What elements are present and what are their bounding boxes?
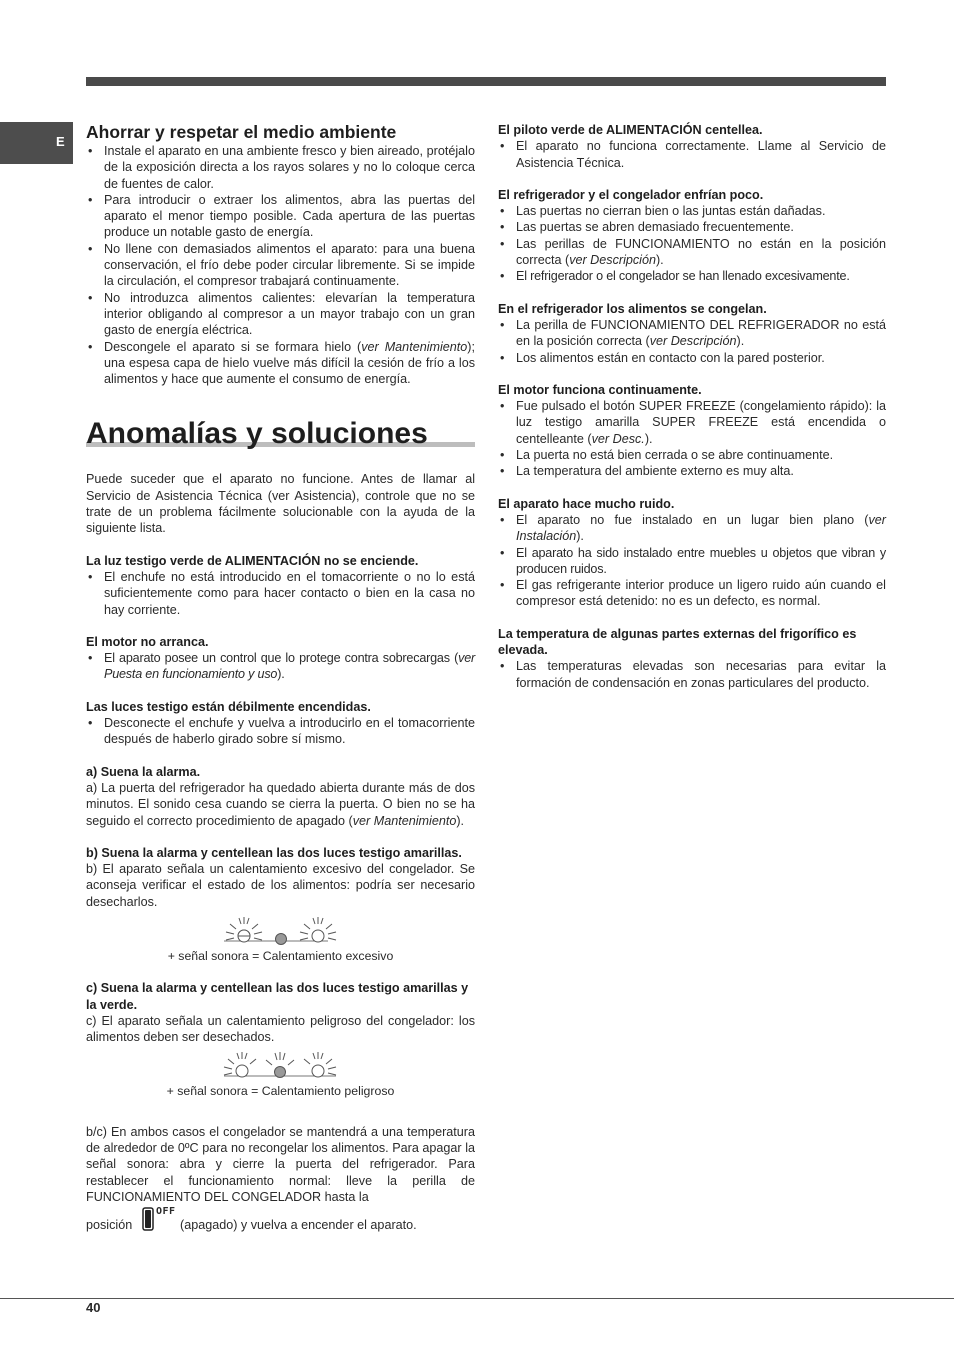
section-title: Las luces testigo están débilmente encendidas. [86, 699, 371, 714]
figure-caption: + señal sonora = Calentamiento peligroso [166, 1084, 395, 1099]
list-item: • Las puertas no cierran bien o las juntas están dañadas. [498, 203, 886, 219]
section-list [498, 138, 886, 171]
section-list [498, 658, 886, 691]
cross-reference: ver Descripción [569, 253, 656, 268]
text-fragment: ). [456, 813, 465, 828]
env-section-title: Ahorrar y respetar el medio ambiente [86, 122, 397, 142]
left-column [86, 122, 475, 1235]
text-fragment: (apagado) y vuelva a encender el aparato. [180, 1218, 417, 1233]
text-fragment: ). [644, 431, 653, 446]
list-item: • Los alimentos están en contacto con la pared posterior. [498, 350, 886, 366]
section-title: El aparato hace mucho ruido. [498, 496, 675, 511]
cross-reference: ver Mantenimiento [361, 339, 468, 354]
paragraph [86, 780, 475, 829]
text-fragment: ). [736, 334, 745, 349]
language-tab-label: E [56, 134, 65, 149]
intro-paragraph: Puede suceder que el aparato no funcione. Antes de llamar al Servicio de Asistencia Técnica (ver Asistencia), controle que no se trate de un problema fácilmente solucionable con la ayuda de la siguiente lista. [86, 472, 475, 536]
cross-reference: ver Desc. [591, 431, 645, 446]
off-label: OFF [156, 1206, 176, 1218]
list-item: • La puerta no está bien cerrada o se abre continuamente. [498, 447, 886, 463]
list-item [86, 650, 475, 683]
env-list [86, 143, 475, 387]
text-fragment: Fue pulsado el botón SUPER FREEZE (congelamiento rápido): la luz testigo amarilla SUPER FREEZE está encendida o centelleante ( [516, 399, 886, 446]
section-list [86, 569, 475, 618]
text-fragment: ). [277, 667, 285, 682]
main-title: Anomalías y soluciones [86, 417, 428, 451]
section-list [498, 398, 886, 479]
cross-reference: ver Puesta en funcionamiento y uso [104, 651, 475, 682]
text-fragment: posición [86, 1218, 133, 1233]
text-fragment: Las perillas de FUNCIONAMIENTO no están en la posición correcta ( [516, 236, 886, 268]
section-title: La luz testigo verde de ALIMENTACIÓN no se enciende. [86, 553, 419, 568]
list-item: • El aparato no funciona correctamente. Llame al Servicio de Asistencia Técnica. [498, 138, 886, 171]
section-title: El motor no arranca. [86, 634, 209, 649]
figure-caption: + señal sonora = Calentamiento excesivo [167, 948, 394, 963]
paragraph: b/c) En ambos casos el congelador se mantendrá a una temperatura de alrededor de 0ºC para no recongelar los alimentos. Para apagar la señal sonora: abra y cierre la puerta del refrigerador. Para restablecer el funcionamiento normal: lleve la perilla de FUNCIONAMIENTO DEL CONGELADOR hasta la [86, 1124, 475, 1204]
list-item: • Las temperaturas elevadas son necesarias para evitar la formación de condensación en zonas particulares del producto. [498, 658, 886, 691]
list-item: • El gas refrigerante interior produce un ligero ruido aún cuando el compresor está detenido: no es un defecto, es normal. [498, 577, 886, 610]
list-item: • El aparato ha sido instalado entre muebles u objetos que vibran y producen ruidos. [498, 545, 886, 578]
section-title: El piloto verde de ALIMENTACIÓN centellea. [498, 123, 763, 137]
list-item [498, 398, 886, 447]
text-fragment: ); una espesa capa de hielo vuelve más difícil la cesión de frío a los alimentos y hace que aumente el consumo de energía. [104, 339, 475, 387]
two-yellow-lights-icon [218, 914, 344, 948]
page-number: 40 [86, 1300, 101, 1315]
text-fragment: El aparato posee un control que lo protege contra sobrecargas ( [104, 651, 459, 666]
section-list [498, 512, 886, 610]
cross-reference: ver Descripción [649, 334, 737, 349]
text-fragment: La perilla de FUNCIONAMIENTO DEL REFRIGERADOR no está en la posición correcta ( [516, 317, 886, 349]
section-list [86, 650, 475, 683]
section-title: b) Suena la alarma y centellean las dos luces testigo amarillas. [86, 845, 462, 860]
section-title: El refrigerador y el congelador enfrían poco. [498, 187, 764, 202]
text-fragment: a) La puerta del refrigerador ha quedado abierta durante más de dos minutos. El sonido cesa cuando se cierra la puerta. O bien no se ha seguido el correcto procedimiento de apagado ( [86, 780, 475, 828]
section-title: La temperatura de algunas partes externas del frigorífico es elevada. [498, 626, 857, 658]
list-item: • No introduzca alimentos calientes: elevarían la temperatura interior obligando al compresor a un mayor trabajo con un gran gasto de energía eléctrica. [86, 290, 475, 339]
list-item [86, 339, 475, 388]
section-list [498, 317, 886, 366]
section-title: a) Suena la alarma. [86, 764, 201, 779]
list-item: • El enchufe no está introducido en el tomacorriente o no lo está suficientemente como para hacer contacto o bien en la casa no hay corriente. [86, 569, 475, 618]
text-fragment: ). [655, 253, 664, 268]
text-fragment: ). [576, 529, 584, 544]
list-item: • Para introducir o extraer los alimentos, abra las puertas del aparato el menor tiempo posible. Cada apertura de las puertas produce un notable gasto de energía. [86, 192, 475, 241]
right-column [498, 122, 886, 691]
footer-line [0, 1298, 954, 1299]
section-list [86, 715, 475, 748]
list-item [498, 236, 886, 269]
cross-reference: ver Mantenimiento [352, 813, 457, 828]
header-bar [86, 77, 886, 86]
language-tab [0, 122, 73, 164]
knob-off-icon [142, 1207, 154, 1231]
text-fragment: Descongele el aparato si se formara hielo ( [104, 339, 362, 354]
list-item: • El refrigerador o el congelador se han llenado excesivamente. [498, 268, 886, 284]
three-lights-icon [218, 1049, 344, 1083]
list-item: • Instale el aparato en una ambiente fresco y bien aireado, protéjalo de la exposición directa a los rayos solares y no lo coloque cerca de fuentes de calor. [86, 143, 475, 192]
list-item: • Las puertas se abren demasiado frecuentemente. [498, 219, 886, 235]
list-item [498, 512, 886, 545]
section-list [498, 203, 886, 284]
section-title: c) Suena la alarma y centellean las dos luces testigo amarillas y la verde. [86, 981, 469, 1012]
list-item: • No llene con demasiados alimentos el aparato: para una buena conservación, el frío debe poder circular libremente. Si se impide la circulación, el compresor trabajará continuamente. [86, 241, 475, 290]
section-title: El motor funciona continuamente. [498, 382, 702, 397]
paragraph: c) El aparato señala un calentamiento peligroso del congelador: los alimentos deben ser desechados. [86, 1013, 475, 1045]
cross-reference: ver Instalación [516, 512, 886, 544]
position-line [86, 1205, 475, 1235]
section-title: En el refrigerador los alimentos se congelan. [498, 301, 767, 316]
list-item: • La temperatura del ambiente externo es muy alta. [498, 463, 886, 479]
text-fragment: El aparato no fue instalado en un lugar bien plano ( [516, 512, 869, 527]
list-item: • Desconecte el enchufe y vuelva a introducirlo en el tomacorriente después de haberlo girado sobre sí mismo. [86, 715, 475, 748]
list-item [498, 317, 886, 350]
paragraph: b) El aparato señala un calentamiento excesivo del congelador. Se aconseja verificar el estado de los alimentos: podría ser necesario desecharlos. [86, 862, 475, 909]
